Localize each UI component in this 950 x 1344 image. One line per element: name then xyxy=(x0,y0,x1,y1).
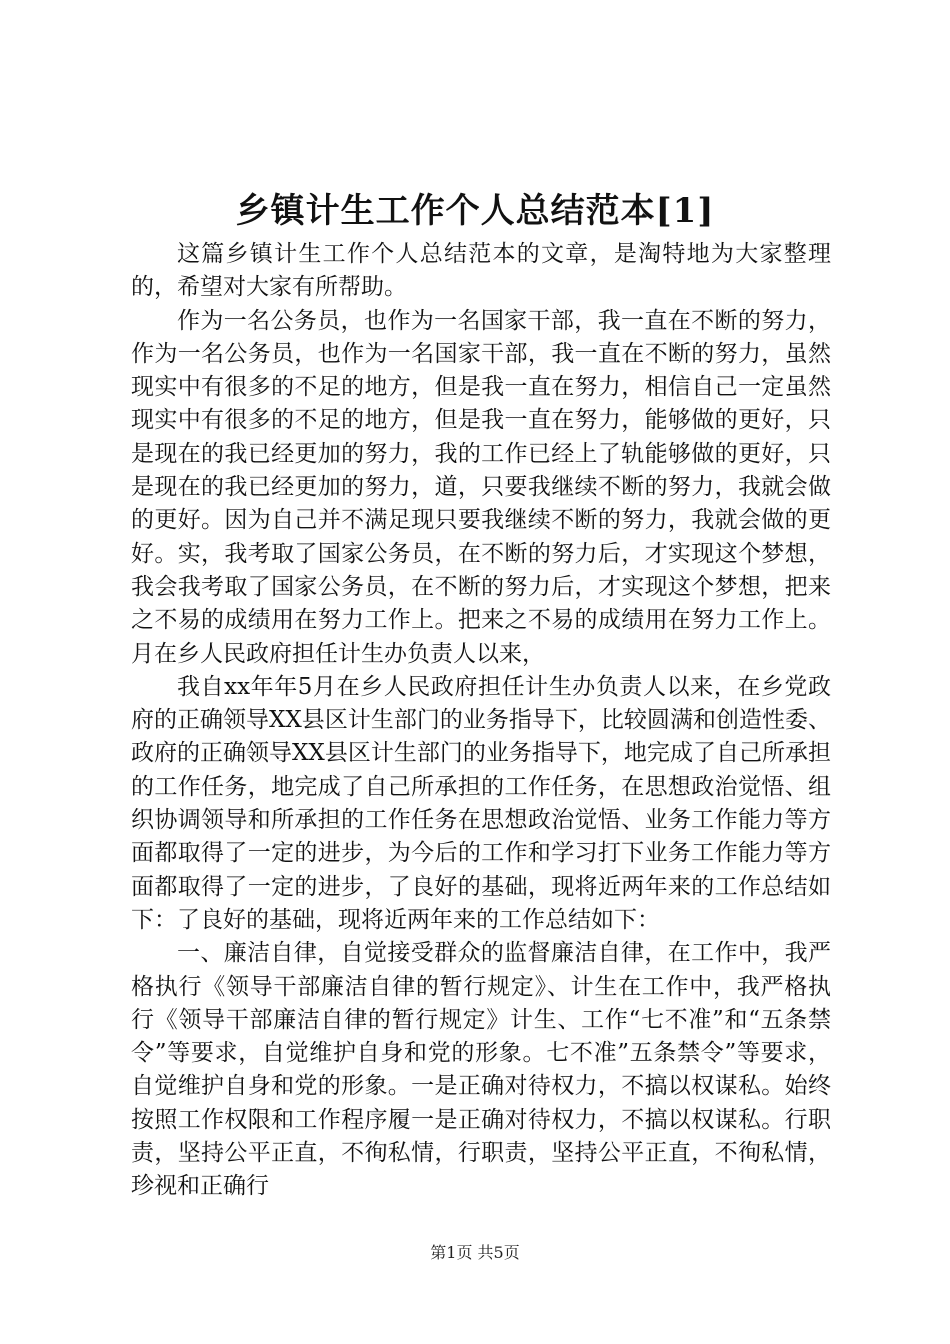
paragraph-intro: 这篇乡镇计生工作个人总结范本的文章，是淘特地为大家整理的，希望对大家有所帮助。 xyxy=(131,241,831,301)
paragraph-civil-servant: 作为一名公务员，也作为一名国家干部，我一直在不断的努力，作为一名公务员，也作为一名国家干部，我一直在不断的努力，虽然现实中有很多的不足的地方，但是我一直在努力，相信自己一定虽然现实中有很多的不足的地方，但是我一直在努力，能够做的更好，只是现在的我已经更加的努力，我的工作已经上了轨能够做的更好，只是现在的我已经更加的努力，道，只要我继续不断的努力，我就会做的更好。因为自己并不满足现只要我继续不断的努力，我就会做的更好。实，我考取了国家公务员，在不断的努力后，才实现这个梦想，我会我考取了国家公务员，在不断的努力后，才实现这个梦想，把来之不易的成绩用在努力工作上。把来之不易的成绩用在努力工作上。月在乡人民政府担任计生办负责人以来， xyxy=(131,307,831,667)
page-number-footer: 第1页 共5页 xyxy=(430,1243,520,1262)
document-title: 乡镇计生工作个人总结范本[1] xyxy=(235,191,715,231)
paragraph-work-summary: 我自xx年年5月在乡人民政府担任计生办负责人以来，在乡党政府的正确领导XX县区计生部门的业务指导下，比较圆满和创造性委、政府的正确领导XX县区计生部门的业务指导下，地完成了自己所承担的工作任务，地完成了自己所承担的工作任务，在思想政治觉悟、组织协调领导和所承担的工作任务在思想政治觉悟、业务工作能力等方面都取得了一定的进步，为今后的工作和学习打下业务工作能力等方面都取得了一定的进步，了良好的基础，现将近两年来的工作总结如下：了良好的基础，现将近两年来的工作总结如下： xyxy=(131,673,831,933)
document-body xyxy=(131,238,831,1204)
paragraph-integrity: 一、廉洁自律，自觉接受群众的监督廉洁自律，在工作中，我严格执行《领导干部廉洁自律的暂行规定》、计生在工作中，我严格执行《领导干部廉洁自律的暂行规定》计生、工作“七不准”和“五条禁令”等要求，自觉维护自身和党的形象。七不准”五条禁令”等要求，自觉维护自身和党的形象。一是正确对待权力，不搞以权谋私。始终按照工作权限和工作程序履一是正确对待权力，不搞以权谋私。行职责，坚持公平正直，不徇私情，行职责，坚持公平正直，不徇私情，珍视和正确行 xyxy=(131,940,831,1200)
